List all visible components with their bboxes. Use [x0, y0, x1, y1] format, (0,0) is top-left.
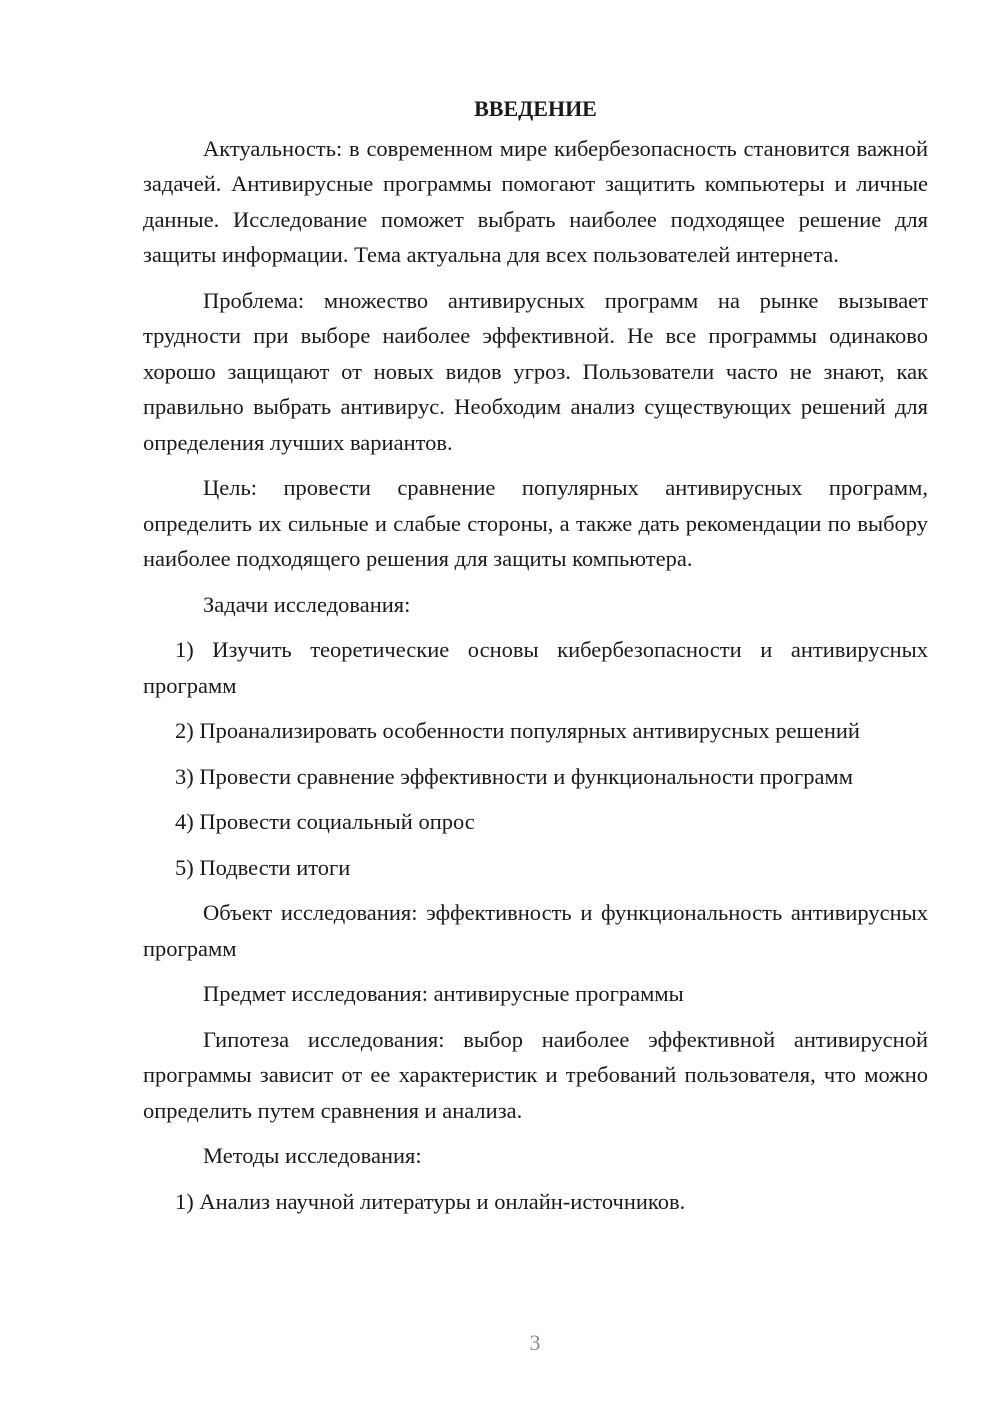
task-item-1: 1) Изучить теоретические основы кибербезопасности и антивирусных программ — [143, 637, 928, 698]
task-item-3: 3) Провести сравнение эффективности и функциональности программ — [175, 763, 853, 789]
task-item-4: 4) Провести социальный опрос — [175, 809, 475, 834]
section-title: ВВЕДЕНИЕ — [474, 96, 597, 121]
page-number: 3 — [529, 1330, 541, 1355]
paragraph-methods-heading: Методы исследования: — [203, 1143, 422, 1168]
page-content — [143, 91, 928, 1219]
task-item-2: 2) Проанализировать особенности популярных антивирусных решений — [175, 718, 860, 743]
paragraph-tasks-heading: Задачи исследования: — [203, 591, 411, 617]
paragraph-relevance: Актуальность: в современном мире кибербезопасность становится важной задачей. Антивирусные программы помогают защитить компьютеры и личные данные. Исследование поможет выбрать наиболее подходящее решение для защиты информации. Тема актуальна для всех пользователей интернета. — [143, 135, 928, 267]
paragraph-subject: Предмет исследования: антивирусные программы — [203, 981, 684, 1006]
paragraph-problem: Проблема: множество антивирусных программ на рынке вызывает трудности при выборе наиболее эффективной. Не все программы одинаково хорошо защищают от новых видов угроз. Пользователи часто не знают, как правильно выбрать антивирус. Необходим анализ существующих решений для определения лучших вариантов. — [143, 287, 928, 455]
paragraph-goal: Цель: провести сравнение популярных антивирусных программ, определить их сильные и слабые стороны, а также дать рекомендации по выбору наиболее подходящего решения для защиты компьютера. — [143, 475, 928, 571]
task-item-5: 5) Подвести итоги — [175, 854, 351, 880]
paragraph-object: Объект исследования: эффективность и функциональность антивирусных программ — [143, 900, 928, 961]
method-item-1: 1) Анализ научной литературы и онлайн-источников. — [175, 1188, 686, 1214]
paragraph-hypothesis: Гипотеза исследования: выбор наиболее эффективной антивирусной программы зависит от ее характеристик и требований пользователя, что можно определить путем сравнения и анализа. — [143, 1026, 928, 1123]
